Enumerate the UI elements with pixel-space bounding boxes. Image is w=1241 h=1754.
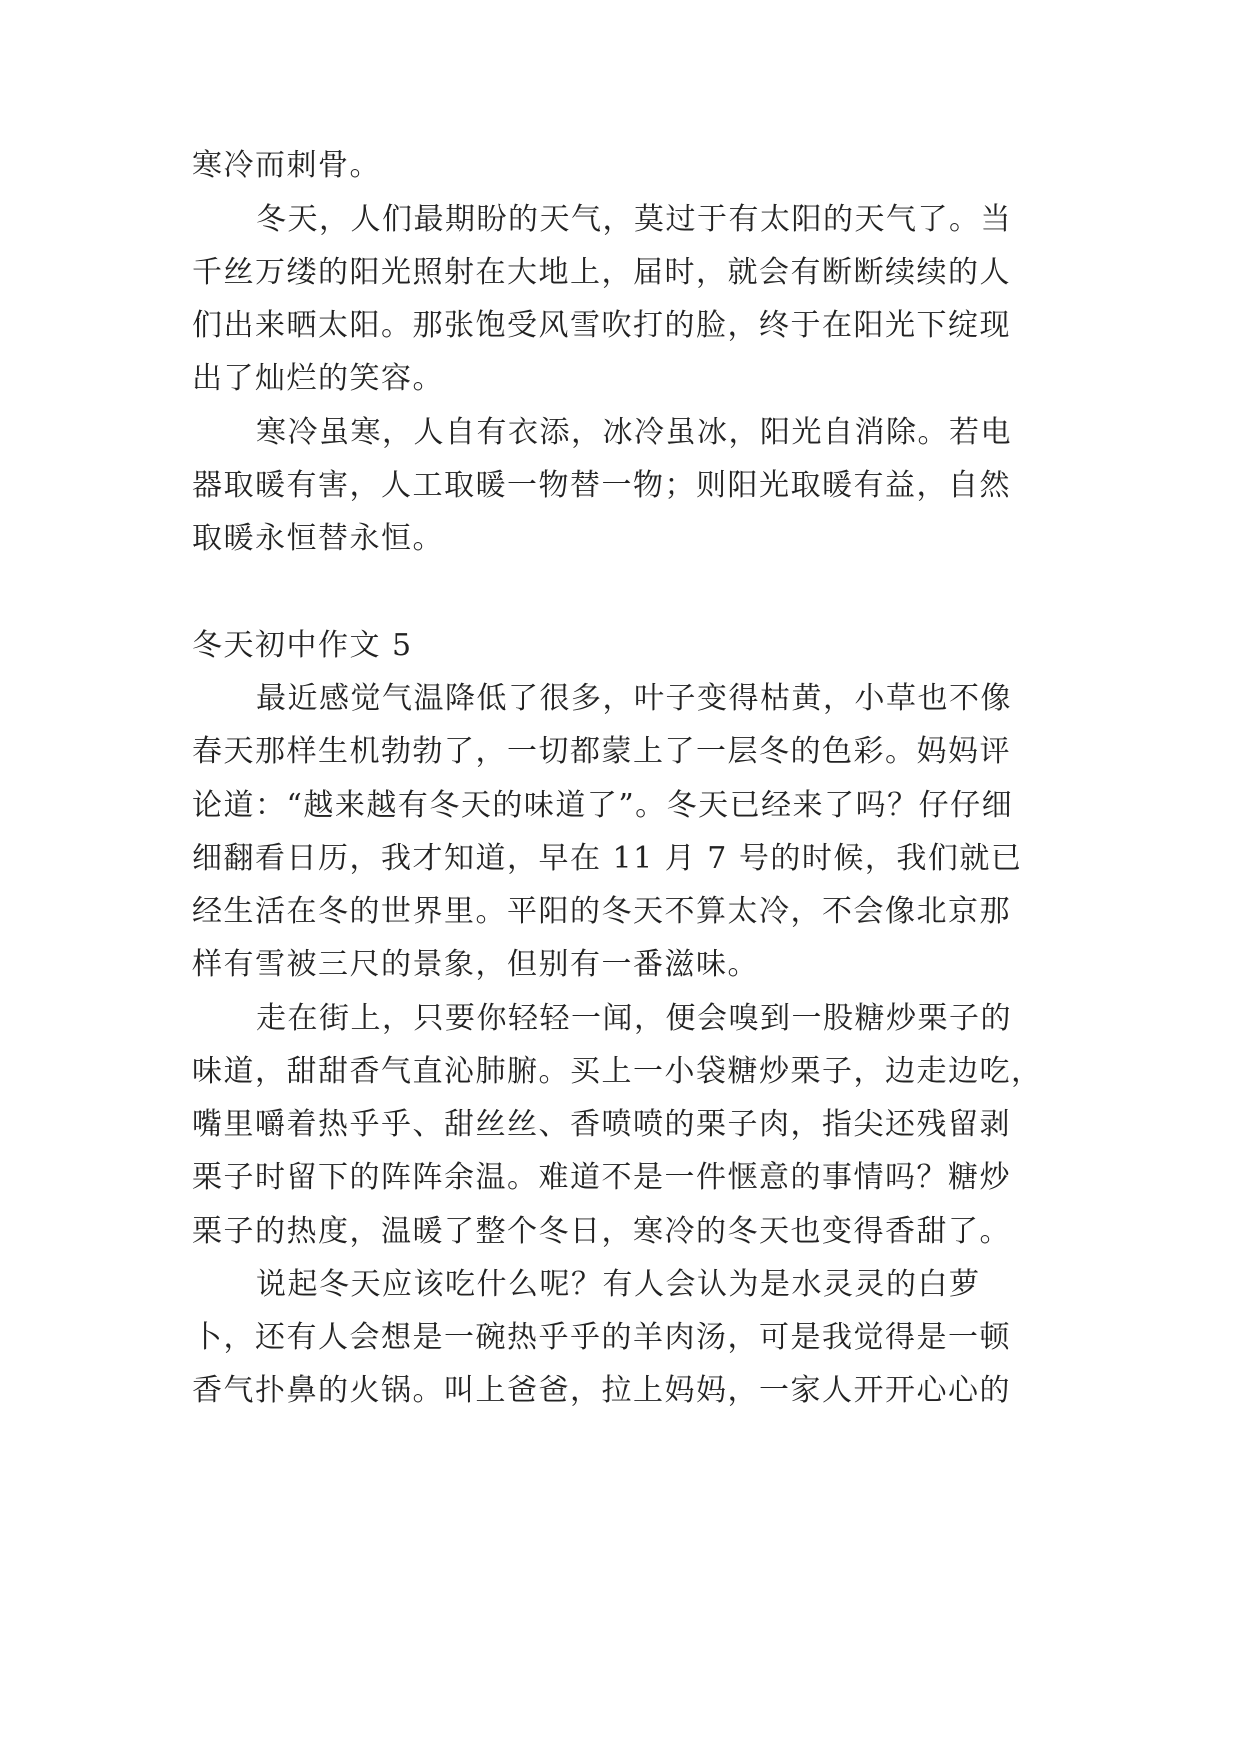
paragraph-start-line: 最近感觉气温降低了很多，叶子变得枯黄，小草也不像 xyxy=(256,681,1012,716)
text-line: 论道：“越来越有冬天的味道了”。冬天已经来了吗？仔仔细 xyxy=(192,788,1014,823)
text-line: 经生活在冬的世界里。平阳的冬天不算太冷，不会像北京那 xyxy=(192,894,1011,929)
text-line: 春天那样生机勃勃了，一切都蒙上了一层冬的色彩。妈妈评 xyxy=(192,734,1011,769)
text-line: 细翻看日历，我才知道，早在 11 月 7 号的时候，我们就已 xyxy=(192,841,1023,876)
text-line: 千丝万缕的阳光照射在大地上，届时，就会有断断续续的人 xyxy=(192,255,1011,290)
text-line: 寒冷而刺骨。 xyxy=(192,148,381,183)
text-line: 器取暖有害，人工取暖一物替一物；则阳光取暖有益，自然 xyxy=(192,468,1011,503)
paragraph-start-line: 寒冷虽寒，人自有衣添，冰冷虽冰，阳光自消除。若电 xyxy=(256,415,1012,450)
text-line: 样有雪被三尺的景象，但别有一番滋味。 xyxy=(192,947,759,982)
text-line: 们出来晒太阳。那张饱受风雪吹打的脸，终于在阳光下绽现 xyxy=(192,308,1011,343)
paragraph-start-line: 冬天，人们最期盼的天气，莫过于有太阳的天气了。当 xyxy=(256,202,1012,237)
text-line: 取暖永恒替永恒。 xyxy=(192,521,444,556)
text-line: 出了灿烂的笑容。 xyxy=(192,361,444,396)
text-line: 栗子时留下的阵阵余温。难道不是一件惬意的事情吗？糖炒 xyxy=(192,1160,1011,1195)
text-line: 味道，甜甜香气直沁肺腑。买上一小袋糖炒栗子，边走边吃， xyxy=(192,1054,1043,1089)
text-line: 卜，还有人会想是一碗热乎乎的羊肉汤，可是我觉得是一顿 xyxy=(192,1320,1011,1355)
text-line: 香气扑鼻的火锅。叫上爸爸，拉上妈妈，一家人开开心心的 xyxy=(192,1373,1011,1408)
section-heading: 冬天初中作文 5 xyxy=(192,628,413,663)
paragraph-start-line: 说起冬天应该吃什么呢？有人会认为是水灵灵的白萝 xyxy=(256,1267,981,1302)
text-line: 栗子的热度，温暖了整个冬日，寒冷的冬天也变得香甜了。 xyxy=(192,1214,1011,1249)
paragraph-start-line: 走在街上，只要你轻轻一闻，便会嗅到一股糖炒栗子的 xyxy=(256,1001,1012,1036)
text-line: 嘴里嚼着热乎乎、甜丝丝、香喷喷的栗子肉，指尖还残留剥 xyxy=(192,1107,1011,1142)
